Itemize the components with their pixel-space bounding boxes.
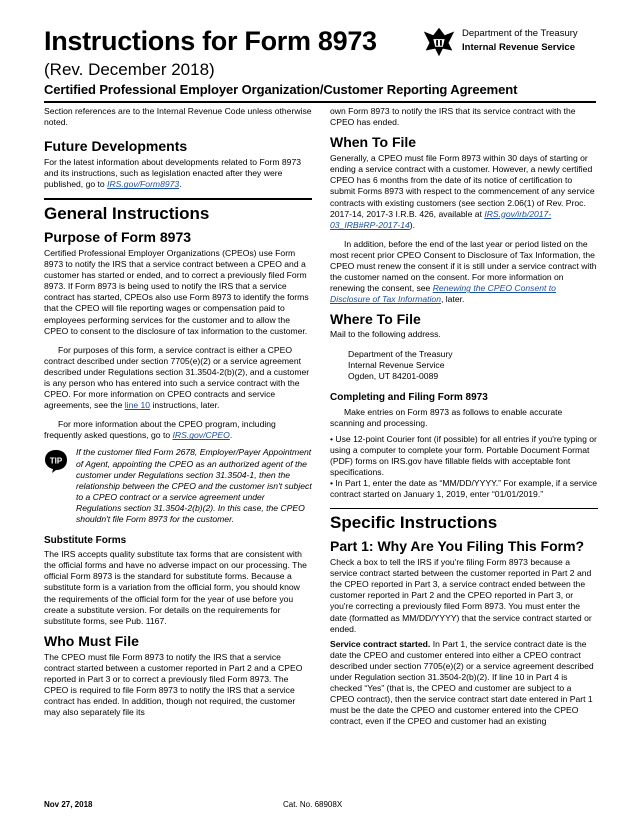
part1-heading: Part 1: Why Are You Filing This Form? <box>330 538 585 555</box>
address-line: Ogden, UT 84201-0089 <box>348 370 439 381</box>
bullet-courier-font: • Use 12-point Courier font (if possible) for all entries if you're typing or using a computer to complete your form. Portable Document Format (PDF) forms on IRS.gov have fillable fields with acceptable font specifications. <box>330 433 597 478</box>
who-must-file-text: The CPEO must file Form 8973 to notify the IRS that a service contract started between a customer reported in Part 2 and a CPEO reported in Part 3 or to correct a previously filed Form 8973. The CPEO is required to file Form 8973 to notify the IRS that a service contract has ended. In addition, though not required, the customer may also separately file its <box>44 651 303 718</box>
future-developments-heading: Future Developments <box>44 138 188 155</box>
when-p2-end: , later. <box>440 294 465 305</box>
future-text: For the latest information about developments related to Form 8973 and its instructions, such as legislation enacted after they were published, go to <box>44 157 301 190</box>
tip-icon <box>44 449 68 473</box>
tip-text: If the customer filed Form 2678, Employer/Payer Appointment of Agent, appointing the CPEO as an authorized agent of the customer under Regulations section 31.3504-1, then the relationship between the CPEO and the customer isn't subject to a CPEO contract or a service agreement under Regulations section 31.3504-2(b)(2). In this case, the CPEO shouldn't file Form 8973 for the customer. <box>76 447 312 525</box>
completing-text: Make entries on Form 8973 as follows to enable accurate scanning and processing. <box>330 406 563 428</box>
address-line: Internal Revenue Service <box>348 359 445 370</box>
intro-text: Section references are to the Internal Revenue Code unless otherwise noted. <box>44 106 312 128</box>
irs-eagle-logo-icon <box>420 22 458 60</box>
tip-box <box>44 447 312 525</box>
substitute-forms-text: The IRS accepts quality substitute tax forms that are consistent with the official forms and have no adverse impact on our processing. The official Form 8973 is the standard for substitute forms. Because a substitute form is a variation from the official form, you should know the requirements of the official form for the year of use before you create a substitute version. For details on the requirements for substitute forms, see Pub. 1167. <box>44 549 307 626</box>
catalog-number: Cat. No. 68908X <box>283 800 343 809</box>
purpose-paragraph-1: Certified Professional Employer Organizations (CPEOs) use Form 8973 to notify the IRS that a service contract between a CPEO and a customer has started or ended, and to correct a previously filed Form 8973. If Form 8973 is being used to notify the IRS that a service contract has started, CPEOs also use Form 8973 to identify the forms that the CPEO will file reporting wages or compensation paid to employees performing services for the customer and to allow the CPEO to consent to the disclosure of tax information to the customer. <box>44 247 309 336</box>
purpose-paragraph-3: For more information about the CPEO program, including frequently asked questions, go to IRS.gov/CPEO. <box>44 419 276 441</box>
irs-header-block <box>420 20 600 64</box>
who-must-file-heading: Who Must File <box>44 632 139 649</box>
part1-paragraph-2 <box>330 639 598 728</box>
specific-instructions-heading: Specific Instructions <box>330 513 498 533</box>
section-rule <box>44 198 312 200</box>
department-name: Department of the Treasury <box>462 28 578 39</box>
purpose-p3-text: For more information about the CPEO program, including frequently asked questions, go to <box>44 419 276 441</box>
when-to-file-heading: When To File <box>330 134 417 151</box>
purpose-heading: Purpose of Form 8973 <box>44 228 192 245</box>
when-p1-end: ). <box>409 219 416 230</box>
completing-heading: Completing and Filing Form 8973 <box>330 391 488 403</box>
form8973-link[interactable]: IRS.gov/Form8973 <box>107 179 180 190</box>
bullet-date-format: • In Part 1, enter the date as “MM/DD/YYYY.” For example, if a service contract started on January 1, 2019, enter “01/01/2019.” <box>330 478 597 500</box>
document-title: Instructions for Form 8973 <box>44 26 377 56</box>
purpose-p2-end: instructions, later. <box>152 400 220 411</box>
footer-date: Nov 27, 2018 <box>44 800 93 809</box>
where-to-file-text: Mail to the following address. <box>330 329 441 340</box>
line10-link[interactable]: line 10 <box>124 400 151 411</box>
when-p1-text: Generally, a CPEO must file Form 8973 within 30 days of starting or ending a service contract with a customer. However, a newly certified CPEO has 6 months from the date of its notice of certification to submit Forms 8973 with respect to the commencement of any service contracts with existing customers (see section 2.06(1) of Rev. Proc. 2017-14, 2017-3 I.R.B. 426, available at <box>330 153 595 219</box>
tip-icon-label: TIP <box>49 456 63 466</box>
cpeo-link[interactable]: IRS.gov/CPEO <box>172 430 230 441</box>
future-developments-text: For the latest information about developments related to Form 8973 and its instructions, such as legislation enacted after they were published, go to IRS.gov/Form8973. <box>44 157 301 190</box>
agency-name: Internal Revenue Service <box>462 42 575 53</box>
purpose-p2-text: For purposes of this form, a service contract is either a CPEO contract described under section 7705(e)(2) or a service agreement described under Regulations section 31.3504-2(b)(2), and a customer is any person who has entered into such a service contract with the CPEO. For more information on CPEO contracts and service agreements, see the <box>44 344 310 411</box>
when-p2-text: In addition, before the end of the last year or period listed on the most recent prior CPEO Consent to Disclosure of Tax Information, the CPEO must renew the consent if it is still under a service contract with the customer named on the consent. For more information on renewing the consent, see <box>330 238 597 294</box>
right-column <box>330 106 598 727</box>
service-contract-started-lead: Service contract started. <box>330 638 431 649</box>
general-instructions-heading: General Instructions <box>44 203 210 223</box>
substitute-forms-heading: Substitute Forms <box>44 535 127 547</box>
section-rule <box>330 508 598 510</box>
address-line: Department of the Treasury <box>348 348 453 359</box>
purpose-paragraph-2 <box>44 345 312 412</box>
form-subtitle: Certified Professional Employer Organization/Customer Reporting Agreement <box>44 82 518 97</box>
mailing-address <box>330 349 598 382</box>
header-rule <box>44 101 596 103</box>
revision-date: (Rev. December 2018) <box>44 60 215 79</box>
irb-link[interactable]: IRS.gov/irb/2017-03_IRB#RP-2017-14 <box>330 208 552 230</box>
continued-text: own Form 8973 to notify the IRS that its service contract with the CPEO has ended. <box>330 106 576 128</box>
part1-paragraph-1: Check a box to tell the IRS if you're filing Form 8973 because a service contract started between the customer reported in Part 2 and the CPEO reported in Part 3, a service contract ended between the customer reported in Part 2 and the CPEO reported in Part 3, or you're correcting a previously filed Form 8973. You must enter the date (formatted as MM/DD/YYYY) that the service contract started or ended. <box>330 557 592 634</box>
renewing-consent-link[interactable]: Renewing the CPEO Consent to Disclosure of Tax Information <box>330 283 556 305</box>
where-to-file-heading: Where To File <box>330 311 421 328</box>
part1-p2-text: In Part 1, the service contract date is the date the CPEO and customer entered into either a CPEO contract described under section 7705(e)(2) or a service agreement described under Regulation section 31.3504-2(b)(2). If line 10 in Part 4 is checked “Yes” (that is, the CPEO and customer are subject to a CPEO contract), then the service contract start date entered in Part 1 must be the date the CPEO and customer entered into the CPEO contract, even if the CPEO and customer had an existing <box>330 638 594 727</box>
left-column <box>44 106 312 718</box>
when-to-file-paragraph-1 <box>330 153 598 231</box>
when-to-file-paragraph-2 <box>330 239 598 306</box>
